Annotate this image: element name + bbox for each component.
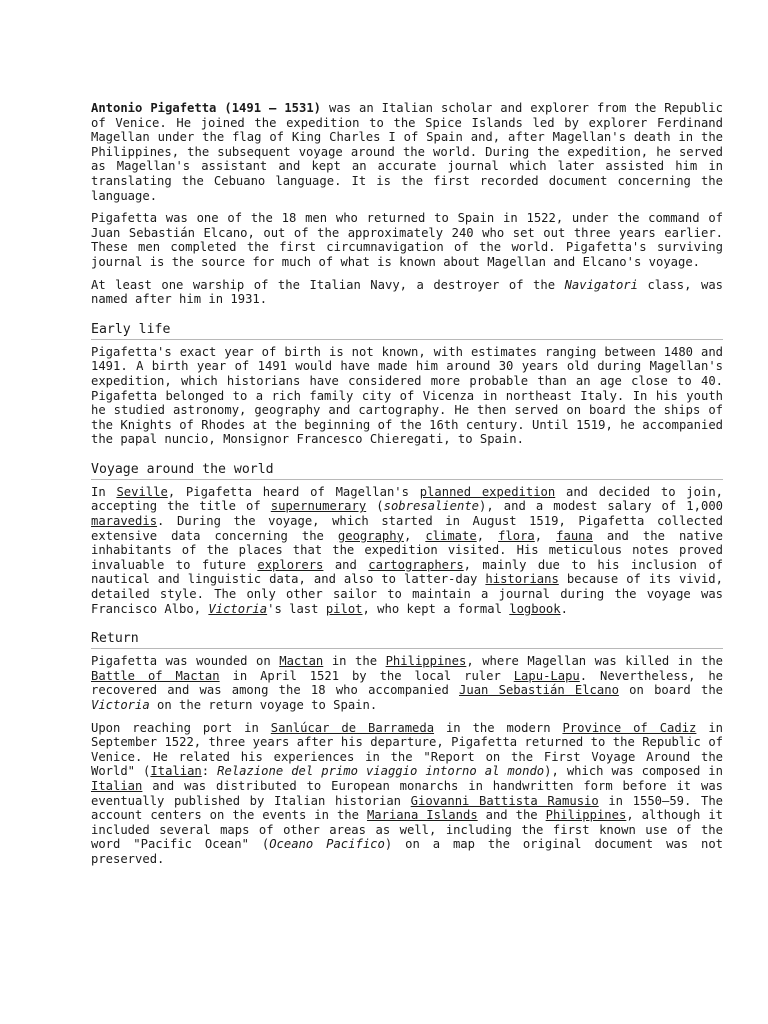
heading-voyage: Voyage around the world [91, 462, 723, 480]
article [91, 101, 723, 875]
oceano-pacifico-term: Oceano Pacifico [269, 837, 385, 852]
link-cartographers[interactable]: cartographers [368, 557, 464, 572]
link-flora[interactable]: flora [498, 528, 535, 543]
link-maravedis[interactable]: maravedis [91, 514, 158, 529]
link-juan-sebastian-elcano[interactable]: Juan Sebastián Elcano [459, 683, 619, 698]
article-subject: Antonio Pigafetta (1491 – 1531) [91, 101, 322, 115]
link-mactan[interactable]: Mactan [279, 654, 324, 669]
return-paragraph-1: Pigafetta was wounded on Mactan in the Philippines, where Magellan was killed in the Battle of Mactan in April 1521 by the local ruler Lapu-Lapu. Nevertheless, he recovered and was among the 18 who accompanied Juan Sebastián Elcano on board the Victoria on the return voyage to Spain. [91, 654, 724, 712]
victoria-ship-name: Victoria [91, 698, 150, 712]
link-fauna[interactable]: fauna [556, 528, 593, 543]
link-supernumerary[interactable]: supernumerary [270, 499, 367, 514]
link-climate[interactable]: climate [425, 528, 477, 543]
early-life-paragraph: Pigafetta's exact year of birth is not known, with estimates ranging between 1480 and 1491. A birth year of 1491 would have made him around 30 years old during Magellan's expedition, which historians have considered more probable than an age close to 40. Pigafetta belonged to a rich family city of Vicenza in northeast Italy. In his youth he studied astronomy, geography and cartography. He then served on board the ships of the Knights of Rhodes at the beginning of the 16th century. Until 1519, he accompanied the papal nuncio, Monsignor Francesco Chieregati, to Spain. [91, 344, 723, 447]
link-pilot[interactable]: pilot [325, 601, 363, 616]
link-geography[interactable]: geography [337, 528, 404, 543]
link-seville[interactable]: Seville [116, 484, 168, 499]
intro-paragraph-1 [91, 101, 723, 203]
link-giovanni-battista-ramusio[interactable]: Giovanni Battista Ramusio [410, 793, 599, 808]
link-philippines-2[interactable]: Philippines [545, 808, 627, 823]
sobresaliente-term: sobresaliente [383, 499, 479, 514]
link-mariana-islands[interactable]: Mariana Islands [366, 808, 478, 823]
return-paragraph-2: Upon reaching port in Sanlúcar de Barrameda in the modern Province of Cadiz in September 1522, three years after his departure, Pigafetta returned to the Republic of Venice. He related his experiences in the "Report on the First Voyage Around the World" (Italian: Relazione del primo viaggio intorno al mondo), which was composed in Italian and was distributed to European monarchs in handwritten form before it was eventually published by Italian historian Giovanni Battista Ramusio in 1550–59. The account centers on the events in the Mariana Islands and the Philippines, although it included several maps of other areas as well, including the first known use of the word "Pacific Ocean" (Oceano Pacifico) on a map the original document was not preserved. [91, 720, 724, 866]
link-historians[interactable]: historians [485, 572, 559, 587]
link-italian[interactable]: Italian [91, 778, 143, 793]
relazione-title: Relazione del primo viaggio intorno al mondo [217, 764, 545, 779]
heading-return: Return [91, 631, 723, 649]
heading-early-life: Early life [91, 322, 723, 340]
link-battle-of-mactan[interactable]: Battle of Mactan [91, 668, 220, 683]
link-province-of-cadiz[interactable]: Province of Cadiz [562, 720, 697, 735]
link-sanlucar-de-barrameda[interactable]: Sanlúcar de Barrameda [270, 720, 435, 735]
intro-paragraph-2: Pigafetta was one of the 18 men who returned to Spain in 1522, under the command of Juan Sebastián Elcano, out of the approximately 240 who set out three years earlier. These men completed the first circumnavigation of the world. Pigafetta's surviving journal is the source for much of what is known about Magellan and Elcano's voyage. [91, 211, 723, 269]
link-philippines[interactable]: Philippines [385, 654, 467, 669]
navigatori-term: Navigatori [564, 277, 638, 292]
link-italian-language[interactable]: Italian [150, 764, 202, 779]
link-explorers[interactable]: explorers [257, 557, 324, 572]
link-victoria[interactable]: Victoria [208, 601, 268, 616]
link-logbook[interactable]: logbook [509, 601, 561, 616]
intro-text-1: was an Italian scholar and explorer from the Republic of Venice. He joined the expedition to the Spice Islands led by explorer Ferdinand Magellan under the flag of King Charles I of Spain and, after Magellan's death in the Philippines, the subsequent voyage around the world. During the expedition, he served as Magellan's assistant and kept an accurate journal which later assisted him in translating the Cebuano language. It is the first recorded document concerning the language. [91, 101, 723, 203]
intro-paragraph-3: At least one warship of the Italian Navy, a destroyer of the Navigatori class, was named after him in 1931. [91, 277, 723, 307]
link-planned-expedition[interactable]: planned expedition [419, 484, 556, 499]
voyage-paragraph: In Seville, Pigafetta heard of Magellan's planned expedition and decided to join, accepting the title of supernumerary (sobresaliente), and a modest salary of 1,000 maravedis. During the voyage, which started in August 1519, Pigafetta collected extensive data concerning the geography, climate, flora, fauna and the native inhabitants of the places that the expedition visited. His meticulous notes proved invaluable to future explorers and cartographers, mainly due to his inclusion of nautical and linguistic data, and also to latter-day historians because of its vivid, detailed style. The only other sailor to maintain a journal during the voyage was Francisco Albo, Victoria's last pilot, who kept a formal logbook. [91, 484, 724, 616]
link-lapu-lapu[interactable]: Lapu-Lapu [513, 668, 580, 683]
